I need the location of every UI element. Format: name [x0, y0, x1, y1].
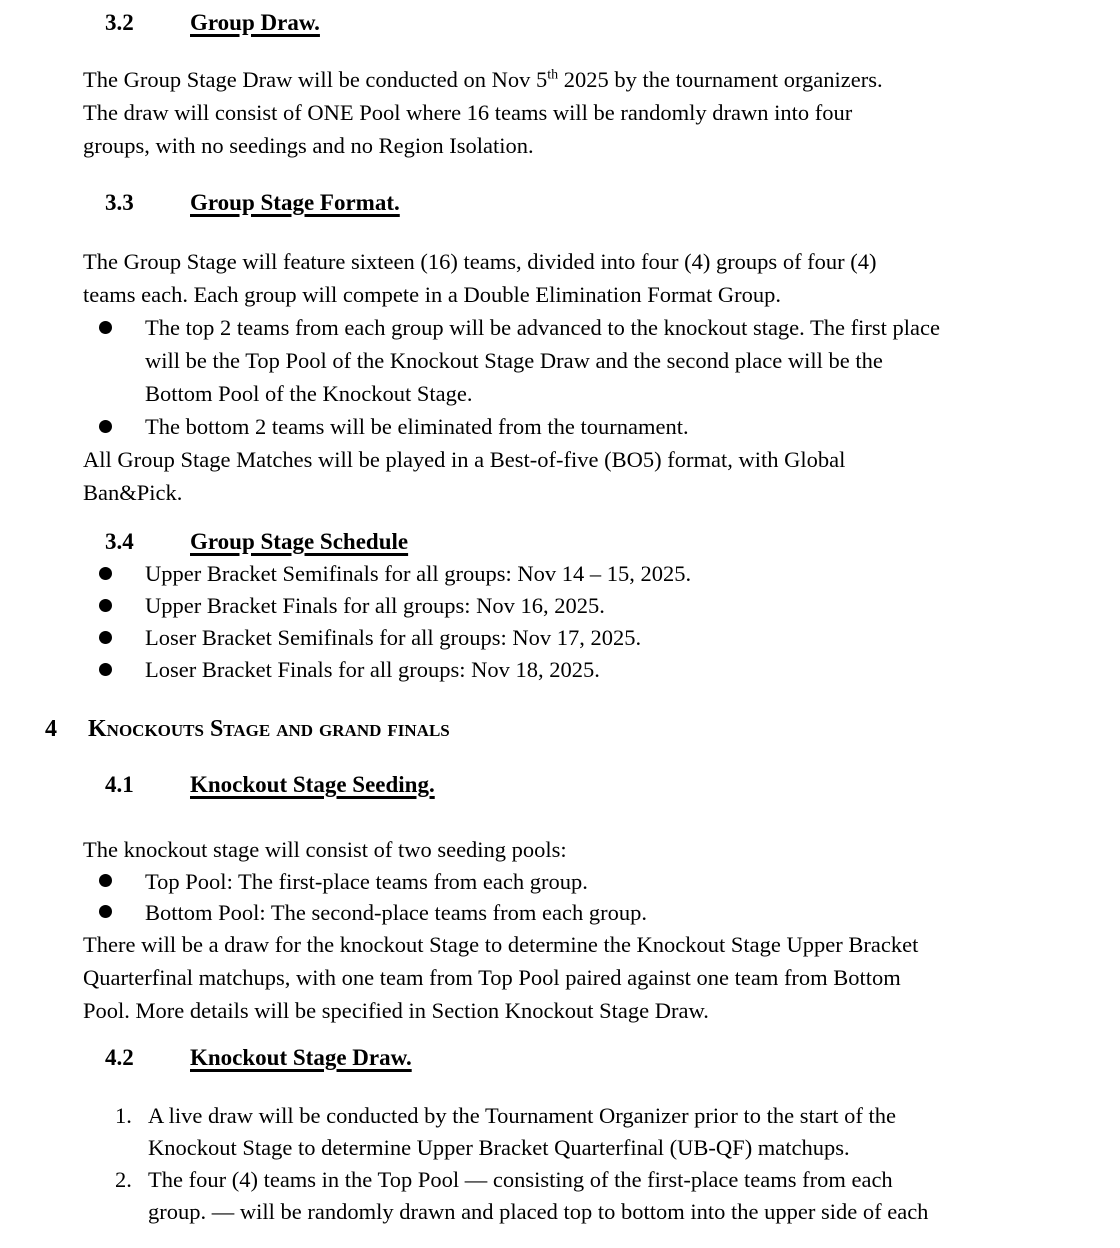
- text-line: The Group Stage will feature sixteen (16) teams, divided into four (4) groups of four (4): [83, 249, 877, 274]
- list-item: [83, 558, 1075, 590]
- list-item: [83, 622, 1075, 654]
- bullet-icon: [99, 905, 112, 918]
- chapter-number: 4: [45, 716, 57, 742]
- text-line: Pool. More details will be specified in Section Knockout Stage Draw.: [83, 998, 709, 1023]
- text-line: Loser Bracket Semifinals for all groups: Nov 17, 2025.: [145, 625, 642, 650]
- section-title: Knockout Stage Draw.: [190, 1045, 412, 1070]
- bullet-icon: [99, 321, 112, 334]
- paragraph-seeding-intro: [83, 833, 1075, 866]
- text-line: The knockout stage will consist of two seeding pools:: [83, 837, 567, 862]
- text-line: [83, 63, 1075, 96]
- paragraph-bo5: [83, 443, 1075, 509]
- text-line: will be the Top Pool of the Knockout Stage Draw and the second place will be the: [145, 348, 883, 373]
- list-item: [83, 897, 1075, 928]
- section-heading-3-2: [105, 6, 1075, 39]
- bullet-icon: [99, 631, 112, 644]
- chapter-title: Knockouts Stage and grand finals: [88, 716, 450, 742]
- section-heading-3-3: [105, 186, 1075, 219]
- chapter-heading-4: [45, 712, 1075, 746]
- text-line: teams each. Each group will compete in a Double Elimination Format Group.: [83, 282, 781, 307]
- text-line: The bottom 2 teams will be eliminated from the tournament.: [145, 414, 689, 439]
- list-item: [83, 311, 1075, 410]
- bullet-icon: [99, 874, 112, 887]
- text-line: Upper Bracket Finals for all groups: Nov 16, 2025.: [145, 593, 605, 618]
- bullet-list-schedule: [83, 558, 1075, 686]
- text-line: groups, with no seedings and no Region Isolation.: [83, 133, 534, 158]
- text-line: Ban&Pick.: [83, 480, 183, 505]
- paragraph-seeding-draw: [83, 928, 1075, 1027]
- section-number: 4.1: [105, 772, 134, 797]
- paragraph-group-draw: [83, 63, 1075, 162]
- section-heading-4-1: [105, 768, 1075, 801]
- text-line: The four (4) teams in the Top Pool — consisting of the first-place teams from each: [148, 1167, 893, 1192]
- paragraph-group-format: [83, 245, 1075, 311]
- section-number: 3.4: [105, 529, 134, 554]
- section-title: Group Stage Format.: [190, 190, 400, 215]
- numbered-list-item: [83, 1100, 1075, 1164]
- text-line: The draw will consist of ONE Pool where 16 teams will be randomly drawn into four: [83, 100, 853, 125]
- text-line: There will be a draw for the knockout Stage to determine the Knockout Stage Upper Bracket: [83, 932, 919, 957]
- bullet-icon: [99, 420, 112, 433]
- bullet-icon: [99, 567, 112, 580]
- bullet-list-format: [83, 311, 1075, 443]
- text-line: Loser Bracket Finals for all groups: Nov 18, 2025.: [145, 657, 600, 682]
- list-item: [83, 866, 1075, 897]
- text-segment: The Group Stage Draw will be conducted on Nov 5: [83, 67, 548, 92]
- text-line: group. — will be randomly drawn and placed top to bottom into the upper side of each: [148, 1199, 929, 1224]
- text-line: All Group Stage Matches will be played in a Best-of-five (BO5) format, with Global: [83, 447, 846, 472]
- text-line: Upper Bracket Semifinals for all groups: Nov 14 – 15, 2025.: [145, 561, 692, 586]
- section-title: Group Stage Schedule: [190, 529, 409, 554]
- list-item: [83, 654, 1075, 686]
- item-number: 2.: [115, 1167, 132, 1192]
- text-line: Bottom Pool: The second-place teams from each group.: [145, 900, 647, 925]
- section-heading-4-2: [105, 1041, 1075, 1074]
- bullet-icon: [99, 599, 112, 612]
- section-title: Knockout Stage Seeding.: [190, 772, 435, 797]
- list-item: [83, 410, 1075, 443]
- text-line: Bottom Pool of the Knockout Stage.: [145, 381, 473, 406]
- list-item: [83, 590, 1075, 622]
- section-number: 3.2: [105, 10, 134, 35]
- text-line: Top Pool: The first-place teams from each group.: [145, 869, 588, 894]
- superscript-ordinal: th: [547, 67, 559, 83]
- text-line: Knockout Stage to determine Upper Bracket Quarterfinal (UB-QF) matchups.: [148, 1135, 850, 1160]
- item-number: 1.: [115, 1103, 132, 1128]
- text-line: A live draw will be conducted by the Tournament Organizer prior to the start of the: [148, 1103, 897, 1128]
- bullet-list-pools: [83, 866, 1075, 928]
- section-title: Group Draw.: [190, 10, 320, 35]
- section-number: 4.2: [105, 1045, 134, 1070]
- section-number: 3.3: [105, 190, 134, 215]
- section-heading-3-4: [105, 525, 1075, 558]
- text-line: The top 2 teams from each group will be advanced to the knockout stage. The first place: [145, 315, 940, 340]
- numbered-list-draw: [83, 1100, 1075, 1228]
- numbered-list-item: [83, 1164, 1075, 1228]
- text-segment: 2025 by the tournament organizers.: [558, 67, 883, 92]
- text-line: Quarterfinal matchups, with one team from Top Pool paired against one team from Bottom: [83, 965, 901, 990]
- bullet-icon: [99, 663, 112, 676]
